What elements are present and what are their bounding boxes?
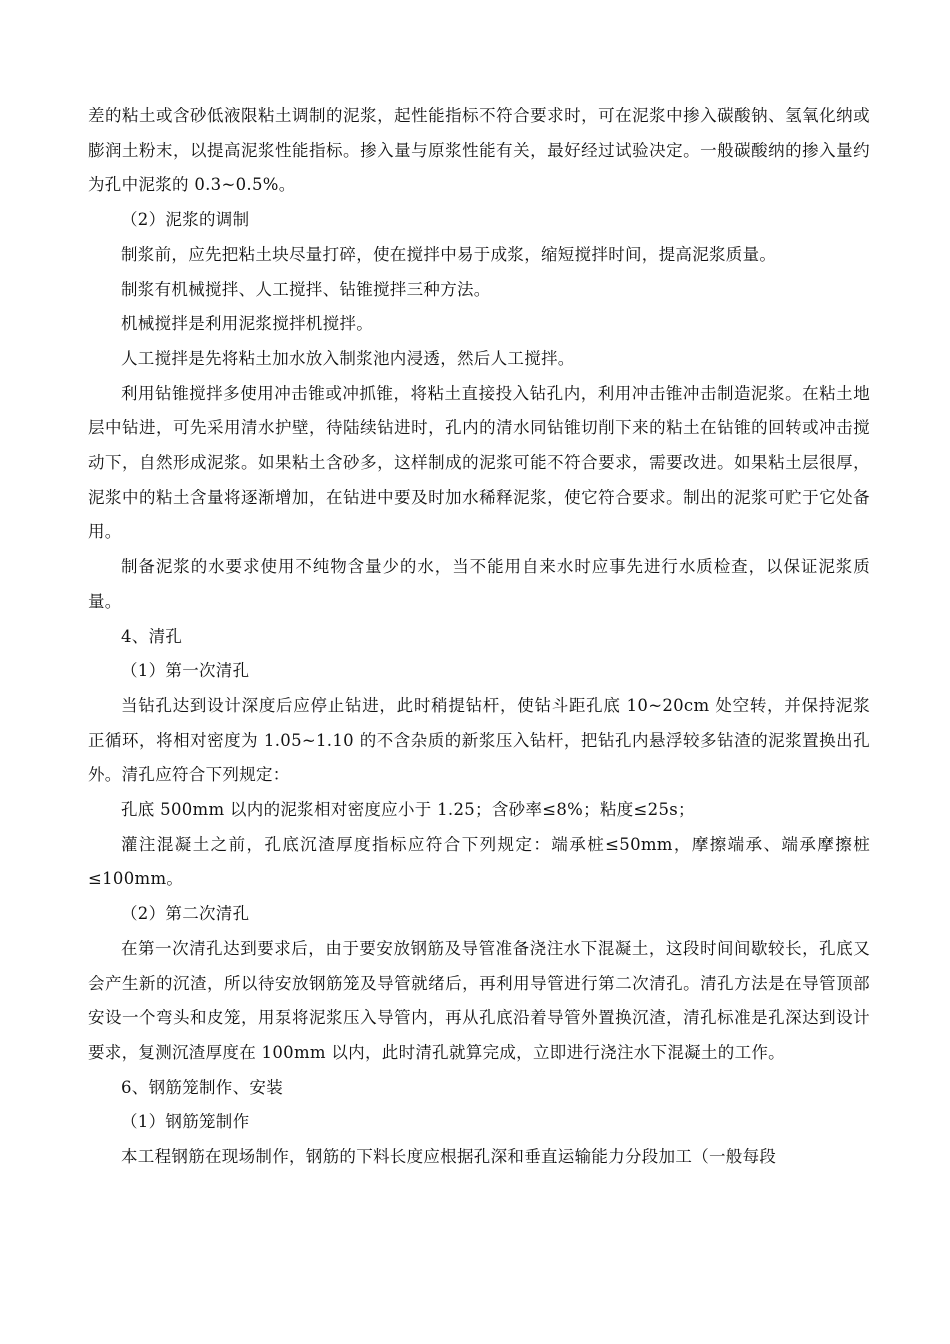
section-heading: 6、钢筋笼制作、安装 bbox=[121, 1077, 283, 1097]
paragraph: 人工搅拌是先将粘土加水放入制浆池内浸透，然后人工搅拌。 bbox=[121, 348, 575, 368]
paragraph: 本工程钢筋在现场制作，钢筋的下料长度应根据孔深和垂直运输能力分段加工（一般每段 bbox=[121, 1147, 777, 1167]
paragraph: 差的粘土或含砂低液限粘土调制的泥浆，起性能指标不符合要求时，可在泥浆中掺入碳酸钠、氢氧化纳或膨润土粉末，以提高泥浆性能指标。掺入量与原浆性能有关，最好经过试验决定。一般碳酸纳的掺入量约为孔中泥浆的 0.3~0.5%。 bbox=[88, 106, 870, 195]
paragraph: 利用钻锥搅拌多使用冲击锥或冲抓锥，将粘土直接投入钻孔内，利用冲击锥冲击制造泥浆。在粘土地层中钻进，可先采用清水护壁，待陆续钻进时，孔内的清水同钻锥切削下来的粘土在钻锥的回转或冲击搅动下，自然形成泥浆。如果粘土含砂多，这样制成的泥浆可能不符合要求，需要改进。如果粘土层很厚，泥浆中的粘土含量将逐渐增加，在钻进中要及时加水稀释泥浆，使它符合要求。制出的泥浆可贮于它处备用。 bbox=[88, 383, 870, 542]
paragraph: 当钻孔达到设计深度后应停止钻进，此时稍提钻杆，使钻斗距孔底 10~20cm 处空转，并保持泥浆正循环，将相对密度为 1.05~1.10 的不含杂质的新浆压入钻杆，把钻孔内悬浮较多钻渣的泥浆置换出孔外。清孔应符合下列规定： bbox=[88, 695, 870, 785]
section-heading: 4、清孔 bbox=[121, 626, 183, 646]
paragraph: 孔底 500mm 以内的泥浆相对密度应小于 1.25；含砂率≤8%；粘度≤25s； bbox=[121, 800, 695, 820]
paragraph: 在第一次清孔达到要求后，由于要安放钢筋及导管准备浇注水下混凝土，这段时间间歇较长，孔底又会产生新的沉渣，所以待安放钢筋笼及导管就绪后，再利用导管进行第二次清孔。清孔方法是在导管顶部安设一个弯头和皮笼，用泵将泥浆压入导管内，再从孔底沿着导管外置换沉渣，清孔标准是孔深达到设计要求，复测沉渣厚度在 100mm 以内，此时清孔就算完成，立即进行浇注水下混凝土的工作。 bbox=[88, 938, 870, 1062]
paragraph: 灌注混凝土之前，孔底沉渣厚度指标应符合下列规定：端承桩≤50mm，摩擦端承、端承摩擦桩≤100mm。 bbox=[88, 834, 870, 889]
paragraph: 制备泥浆的水要求使用不纯物含量少的水，当不能用自来水时应事先进行水质检查，以保证泥浆质量。 bbox=[88, 557, 870, 611]
paragraph: 制浆前，应先把粘土块尽量打碎，使在搅拌中易于成浆，缩短搅拌时间，提高泥浆质量。 bbox=[121, 244, 777, 264]
section-heading: （2）第二次清孔 bbox=[121, 904, 250, 924]
paragraph: 机械搅拌是利用泥浆搅拌机搅拌。 bbox=[121, 314, 373, 334]
section-heading: （2）泥浆的调制 bbox=[121, 210, 250, 230]
section-heading: （1）钢筋笼制作 bbox=[121, 1112, 250, 1132]
paragraph: 制浆有机械搅拌、人工搅拌、钻锥搅拌三种方法。 bbox=[121, 279, 491, 299]
section-heading: （1）第一次清孔 bbox=[121, 661, 250, 681]
